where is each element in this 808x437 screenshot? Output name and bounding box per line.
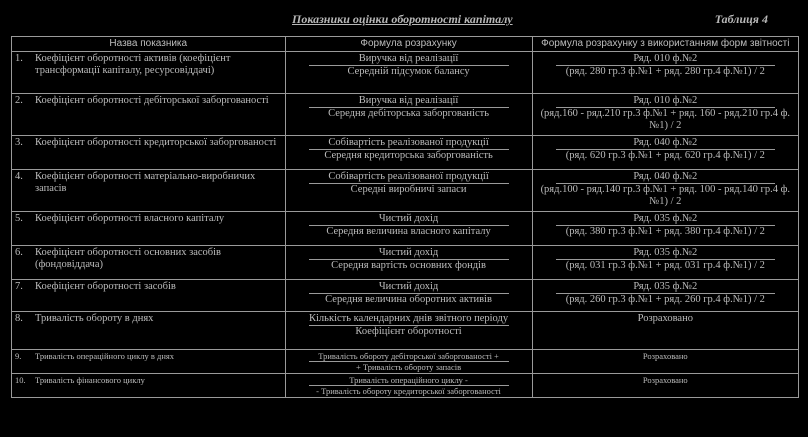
column-header-report-formula: Формула розрахунку з використанням форм звітності: [532, 37, 798, 52]
report-formula-text: Розраховано: [637, 313, 693, 324]
report-formula-numerator: Ряд. 010 ф.№2: [556, 95, 775, 108]
formula-denominator: Коефіцієнт оборотності: [355, 326, 462, 337]
table-row: [12, 312, 799, 350]
row-number: 10.: [15, 375, 26, 385]
indicator-name-cell: [12, 246, 286, 280]
report-formula-denominator: (ряд. 031 гр.3 ф.№1 + ряд. 031 гр.4 ф.№1) / 2: [565, 260, 765, 271]
formula-numerator: Виручка від реалізації: [309, 53, 509, 66]
formula-numerator: Чистий дохід: [309, 213, 509, 226]
indicator-name: Тривалість операційного циклу в днях: [35, 351, 175, 361]
row-number: 5.: [15, 213, 23, 224]
table-label: Таблиця 4: [714, 12, 768, 26]
indicator-name-cell: [12, 170, 286, 212]
formula-cell: [285, 136, 532, 170]
report-formula-numerator: Ряд. 040 ф.№2: [556, 137, 775, 150]
table-row: [12, 246, 799, 280]
formula-cell: [285, 94, 532, 136]
indicator-name-cell: [12, 212, 286, 246]
table-row: [12, 94, 799, 136]
table-row: [12, 350, 799, 374]
indicator-name-cell: [12, 374, 286, 398]
formula-numerator: Тривалість операційного циклу -: [309, 375, 509, 386]
formula-denominator: + Тривалість обороту запасів: [356, 362, 462, 372]
report-formula-denominator: (ряд. 280 гр.3 ф.№1 + ряд. 280 гр.4 ф.№1) / 2: [565, 66, 765, 77]
indicator-name-cell: [12, 350, 286, 374]
formula-denominator: Середня кредиторська заборгованість: [324, 150, 493, 161]
table-row: [12, 374, 799, 398]
report-formula-cell: [532, 170, 798, 212]
table-row: [12, 170, 799, 212]
row-number: 2.: [15, 95, 23, 106]
column-header-name: Назва показника: [12, 37, 286, 52]
indicator-name-cell: [12, 280, 286, 312]
report-formula-cell: [532, 374, 798, 398]
table-header-row: [12, 37, 799, 52]
report-formula-denominator: (ряд. 620 гр.3 ф.№1 + ряд. 620 гр.4 ф.№1) / 2: [565, 150, 765, 161]
table-row: [12, 136, 799, 170]
formula-cell: [285, 350, 532, 374]
formula-cell: [285, 212, 532, 246]
row-number: 3.: [15, 137, 23, 148]
report-formula-denominator: (ряд. 380 гр.3 ф.№1 + ряд. 380 гр.4 ф.№1) / 2: [565, 226, 765, 237]
indicator-name: Коефіцієнт оборотності власного капіталу: [35, 213, 225, 224]
indicator-name: Коефіцієнт оборотності матеріально-виробничих запасів: [35, 171, 256, 194]
indicator-name: Тривалість фінансового циклу: [35, 375, 145, 385]
formula-cell: [285, 246, 532, 280]
row-number: 7.: [15, 281, 23, 292]
formula-denominator: Середня величина оборотних активів: [325, 294, 492, 305]
report-formula-text: Розраховано: [642, 375, 688, 385]
table-row: [12, 280, 799, 312]
indicator-name: Тривалість обороту в днях: [35, 313, 154, 324]
report-formula-cell: [532, 136, 798, 170]
indicator-name-cell: [12, 312, 286, 350]
row-number: 9.: [15, 351, 22, 361]
formula-cell: [285, 280, 532, 312]
report-formula-cell: [532, 94, 798, 136]
indicator-name: Коефіцієнт оборотності основних засобів (фондовіддача): [35, 247, 222, 270]
report-formula-numerator: Ряд. 010 ф.№2: [556, 53, 775, 66]
formula-numerator: Чистий дохід: [309, 247, 509, 260]
formula-cell: [285, 52, 532, 94]
report-formula-numerator: Ряд. 035 ф.№2: [556, 281, 775, 294]
report-formula-cell: [532, 312, 798, 350]
report-formula-numerator: Ряд. 035 ф.№2: [556, 247, 775, 260]
report-formula-numerator: Ряд. 040 ф.№2: [556, 171, 775, 184]
report-formula-cell: [532, 212, 798, 246]
indicator-name: Коефіцієнт оборотності дебіторської заборгованості: [35, 95, 269, 106]
table-row: [12, 52, 799, 94]
report-formula-denominator: (ряд.160 - ряд.210 гр.3 ф.№1 + ряд. 160 - ряд.210 гр.4 ф.№1) / 2: [540, 108, 791, 131]
report-formula-denominator: (ряд. 260 гр.3 ф.№1 + ряд. 260 гр.4 ф.№1) / 2: [565, 294, 765, 305]
report-formula-denominator: (ряд.100 - ряд.140 гр.3 ф.№1 + ряд. 100 - ряд.140 гр.4 ф.№1) / 2: [540, 184, 791, 207]
formula-numerator: Собівартість реалізованої продукції: [309, 137, 509, 150]
indicator-name: Коефіцієнт оборотності кредиторської заборгованості: [35, 137, 277, 148]
report-formula-cell: [532, 246, 798, 280]
formula-numerator: Тривалість обороту дебіторської заборгованості +: [309, 351, 509, 362]
indicators-table: [11, 36, 799, 398]
row-number: 8.: [15, 313, 23, 324]
formula-denominator: Середній підсумок балансу: [347, 66, 470, 77]
formula-cell: [285, 170, 532, 212]
formula-denominator: Середня величина власного капіталу: [326, 226, 491, 237]
formula-denominator: Середня вартість основних фондів: [331, 260, 486, 271]
table-row: [12, 212, 799, 246]
indicator-name: Коефіцієнт оборотності засобів: [35, 281, 176, 292]
report-formula-numerator: Ряд. 035 ф.№2: [556, 213, 775, 226]
column-header-formula: Формула розрахунку: [285, 37, 532, 52]
row-number: 6.: [15, 247, 23, 258]
report-formula-text: Розраховано: [642, 351, 688, 361]
indicator-name: Коефіцієнт оборотності активів (коефіцієнт трансформації капіталу, ресурсовіддачі): [35, 53, 231, 76]
formula-denominator: Середня дебіторська заборгованість: [328, 108, 489, 119]
formula-numerator: Виручка від реалізації: [309, 95, 509, 108]
report-formula-cell: [532, 52, 798, 94]
formula-denominator: - Тривалість обороту кредиторської заборгованості: [316, 386, 501, 396]
indicator-name-cell: [12, 136, 286, 170]
report-formula-cell: [532, 280, 798, 312]
indicator-name-cell: [12, 52, 286, 94]
row-number: 4.: [15, 171, 23, 182]
formula-numerator: Собівартість реалізованої продукції: [309, 171, 509, 184]
formula-denominator: Середні виробничі запаси: [350, 184, 467, 195]
report-formula-cell: [532, 350, 798, 374]
formula-numerator: Кількість календарних днів звітного періоду: [309, 313, 509, 324]
formula-cell: [285, 374, 532, 398]
page-title: Показники оцінки оборотності капіталу: [292, 12, 513, 26]
formula-numerator: Чистий дохід: [309, 281, 509, 294]
formula-cell: [285, 312, 532, 350]
indicator-name-cell: [12, 94, 286, 136]
row-number: 1.: [15, 53, 23, 64]
